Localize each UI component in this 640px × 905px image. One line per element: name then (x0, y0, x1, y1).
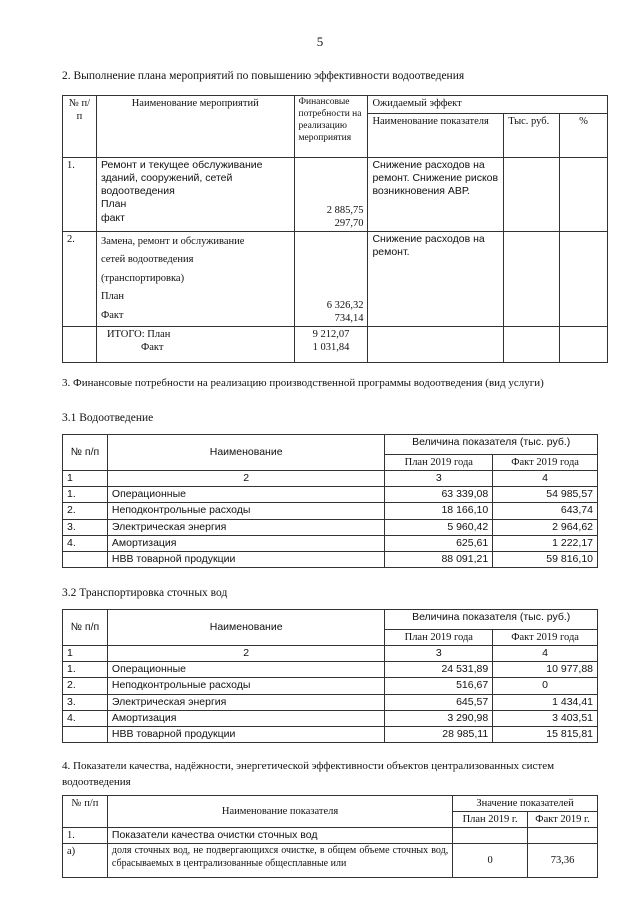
row-num: 2. (63, 232, 97, 327)
table-row: 4. Амортизация 625,61 1 222,17 (63, 535, 598, 551)
header-fact: Факт 2019 года (493, 630, 598, 646)
header-name: Наименование (107, 435, 384, 471)
table-row: 3. Электрическая энергия 645,57 1 434,41 (63, 694, 598, 710)
header-plan: План 2019 г. (453, 812, 528, 828)
header-fact: Факт 2019 г. (528, 812, 598, 828)
name-line: Ремонт и текущее обслуживание (100, 159, 263, 171)
index-cell: 3 (385, 471, 493, 487)
table32-title: 3.2 Транспортировка сточных вод (62, 587, 228, 599)
row-measure-name (96, 232, 294, 327)
row-measure-name (96, 158, 294, 232)
total-plan-label: ИТОГО: План (106, 328, 171, 340)
row-effect: Снижение расходов на ремонт. (368, 232, 504, 327)
table-row: 1. Операционные 63 339,08 54 985,57 (63, 487, 598, 503)
header-percent: % (560, 114, 608, 158)
table-row: НВВ товарной продукции 28 985,11 15 815,81 (63, 726, 598, 742)
header-num: № п/п (63, 796, 108, 828)
index-cell: 1 (63, 646, 108, 662)
plan-label: План (100, 198, 127, 211)
plan-value: 6 326,32 (326, 299, 364, 311)
fact-label: Факт (100, 309, 124, 321)
header-finance: Финансовые потребности на реализацию мероприятия (294, 96, 368, 158)
table-row: 1. Показатели качества очистки сточных вод (63, 828, 598, 844)
table-row: 3. Электрическая энергия 5 960,42 2 964,62 (63, 519, 598, 535)
table-row: 2. Неподконтрольные расходы 516,67 0 (63, 678, 598, 694)
name-line: сетей водоотведения (100, 254, 194, 266)
total-label (96, 326, 294, 362)
table-row: а) доля сточных вод, не подвергающихся очистке, в общем объеме сточных вод, сбрасываемых в централизованные общесплавные или 0 73,36 (63, 844, 598, 878)
total-fact-value: 1 031,84 (312, 342, 350, 353)
total-finance (294, 326, 368, 362)
table-row (63, 232, 608, 327)
quality-indicators-table (62, 795, 598, 878)
table-row: 2. Неподконтрольные расходы 18 166,10 643,74 (63, 503, 598, 519)
index-cell: 1 (63, 471, 108, 487)
header-measure-name: Наименование мероприятий (96, 96, 294, 158)
header-num: № п/п (63, 610, 108, 646)
index-cell: 2 (107, 471, 384, 487)
table-row: 1. Операционные 24 531,89 10 977,88 (63, 662, 598, 678)
header-num: № п/п (63, 435, 108, 471)
section4-title-line1: 4. Показатели качества, надёжности, энергетической эффективности объектов централизованных систем (62, 760, 555, 772)
index-cell: 2 (107, 646, 384, 662)
index-cell: 4 (493, 646, 598, 662)
total-row (63, 326, 608, 362)
row-finance (294, 232, 368, 327)
total-plan-value: 9 212,07 (312, 328, 350, 340)
header-num: № п/п (63, 96, 97, 158)
row-thousand (504, 158, 560, 232)
table-row: 4. Амортизация 3 290,98 3 403,51 (63, 710, 598, 726)
table-row: НВВ товарной продукции 88 091,21 59 816,10 (63, 551, 598, 567)
row-finance (294, 158, 368, 232)
table31-title: 3.1 Водоотведение (62, 412, 154, 424)
header-fact: Факт 2019 года (493, 455, 598, 471)
fact-label: факт (100, 211, 125, 224)
header-name: Наименование (107, 610, 384, 646)
name-line: Замена, ремонт и обслуживание (100, 236, 245, 247)
table-row (63, 158, 608, 232)
header-indicator-name: Наименование показателя (107, 796, 452, 828)
water-disposal-table (62, 434, 598, 568)
header-plan: План 2019 года (385, 455, 493, 471)
header-group: Величина показателя (тыс. руб.) (385, 610, 598, 630)
plan-value: 2 885,75 (326, 204, 364, 216)
row-thousand (504, 232, 560, 327)
header-thousand: Тыс. руб. (504, 114, 560, 158)
header-effect: Ожидаемый эффект (368, 96, 608, 114)
row-num: 1. (63, 158, 97, 232)
row-percent (560, 232, 608, 327)
index-cell: 4 (493, 471, 598, 487)
header-plan: План 2019 года (385, 630, 493, 646)
header-indicator: Наименование показателя (368, 114, 504, 158)
name-line: (транспортировка) (100, 272, 185, 284)
name-line: водоотведения (100, 185, 175, 198)
fact-value: 734,14 (334, 312, 364, 324)
total-fact-label: Факт (140, 342, 164, 353)
name-line: зданий, сооружений, сетей (100, 172, 233, 185)
row-percent (560, 158, 608, 232)
section2-title: 2. Выполнение плана мероприятий по повышению эффективности водоотведения (62, 70, 465, 82)
wastewater-transport-table (62, 609, 598, 743)
header-group: Величина показателя (тыс. руб.) (385, 435, 598, 455)
measures-table (62, 95, 608, 363)
fact-value: 297,70 (334, 217, 364, 229)
section3-title: 3. Финансовые потребности на реализацию производственной программы водоотведения (вид услуги) (62, 377, 544, 389)
index-cell: 3 (385, 646, 493, 662)
row-effect: Снижение расходов на ремонт. Снижение рисков возникновения АВР. (368, 158, 504, 232)
section4-title-line2: водоотведения (62, 776, 131, 788)
header-group: Значение показателей (453, 796, 598, 812)
page-number: 5 (316, 34, 324, 49)
plan-label: План (100, 291, 125, 303)
